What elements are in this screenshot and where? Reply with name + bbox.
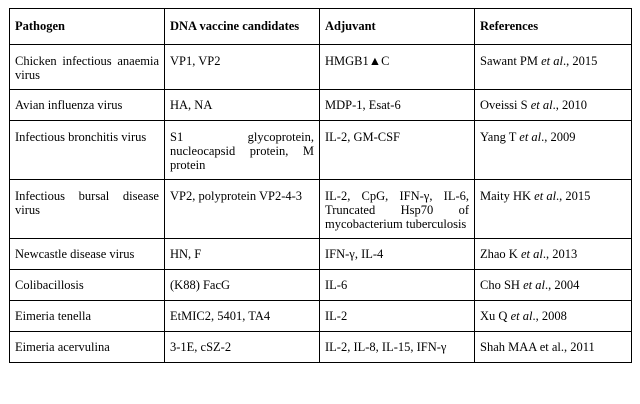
cell-pathogen: Colibacillosis [10, 270, 165, 301]
cell-adjuvant: IL-2 [320, 301, 475, 332]
table-row [10, 180, 632, 239]
cell-pathogen: Chicken infectious anaemia virus [10, 45, 165, 90]
cell-dna-vaccine: HA, NA [165, 90, 320, 121]
cell-dna-vaccine: (K88) FacG [165, 270, 320, 301]
header-dna-vaccine-candidates: DNA vaccine candidates [165, 9, 320, 45]
table-row [10, 45, 632, 90]
cell-reference [475, 301, 632, 332]
header-pathogen: Pathogen [10, 9, 165, 45]
cell-dna-vaccine: VP2, polyprotein VP2-4-3 [165, 180, 320, 239]
cell-reference [475, 239, 632, 270]
ref-author: Zhao K [480, 247, 521, 261]
cell-pathogen: Newcastle disease virus [10, 239, 165, 270]
ref-etal: et al [519, 130, 542, 144]
cell-reference [475, 270, 632, 301]
cell-reference [475, 121, 632, 180]
cell-adjuvant: IFN-γ, IL-4 [320, 239, 475, 270]
cell-reference [475, 45, 632, 90]
cell-adjuvant: HMGB1▲C [320, 45, 475, 90]
ref-author: Maity HK [480, 189, 535, 203]
dna-vaccine-table [9, 8, 632, 363]
ref-year: ., 2013 [542, 247, 578, 261]
ref-etal: et al [523, 278, 545, 292]
cell-dna-vaccine: EtMIC2, 5401, TA4 [165, 301, 320, 332]
ref-etal: et al [541, 54, 563, 68]
cell-reference [475, 90, 632, 121]
cell-pathogen: Infectious bursal disease virus [10, 180, 165, 239]
ref-etal: et al [530, 98, 553, 112]
ref-year: ., 2004 [544, 278, 580, 292]
cell-adjuvant: IL-2, IL-8, IL-15, IFN-γ [320, 332, 475, 363]
ref-author: Sawant PM [480, 54, 542, 68]
header-references: References [475, 9, 632, 45]
cell-dna-vaccine: HN, F [165, 239, 320, 270]
ref-etal: et al [534, 189, 557, 203]
ref-author: Cho SH [480, 278, 524, 292]
cell-dna-vaccine: 3-1E, cSZ-2 [165, 332, 320, 363]
ref-year: ., 2008 [532, 309, 567, 323]
table-body [10, 45, 632, 363]
cell-pathogen: Eimeria tenella [10, 301, 165, 332]
ref-etal: et al [510, 309, 533, 323]
table-row [10, 239, 632, 270]
cell-pathogen: Avian influenza virus [10, 90, 165, 121]
table-row [10, 90, 632, 121]
cell-reference [475, 180, 632, 239]
cell-dna-vaccine: VP1, VP2 [165, 45, 320, 90]
ref-year: ., 2009 [541, 130, 576, 144]
ref-author: Yang T [480, 130, 520, 144]
cell-adjuvant: MDP-1, Esat-6 [320, 90, 475, 121]
table-header-row [10, 9, 632, 45]
ref-year: ., 2015 [556, 189, 591, 203]
vaccine-table-container [9, 8, 632, 363]
ref-year: ., 2015 [563, 54, 598, 68]
cell-adjuvant: IL-2, CpG, IFN-γ, IL-6, Truncated Hsp70 of mycobacterium tuberculosis [320, 180, 475, 239]
table-row [10, 301, 632, 332]
cell-adjuvant: IL-6 [320, 270, 475, 301]
ref-etal: et al [520, 247, 543, 261]
table-row [10, 121, 632, 180]
ref-author: Shah MAA et al., 2011 [480, 340, 595, 354]
ref-author: Xu Q [480, 309, 511, 323]
cell-dna-vaccine: S1 glycoprotein, nucleocapsid protein, M protein [165, 121, 320, 180]
cell-reference [475, 332, 632, 363]
table-row [10, 332, 632, 363]
cell-pathogen: Eimeria acervulina [10, 332, 165, 363]
header-adjuvant: Adjuvant [320, 9, 475, 45]
ref-year: ., 2010 [552, 98, 587, 112]
cell-adjuvant: IL-2, GM-CSF [320, 121, 475, 180]
cell-pathogen: Infectious bronchitis virus [10, 121, 165, 180]
ref-author: Oveissi S [480, 98, 531, 112]
table-row [10, 270, 632, 301]
